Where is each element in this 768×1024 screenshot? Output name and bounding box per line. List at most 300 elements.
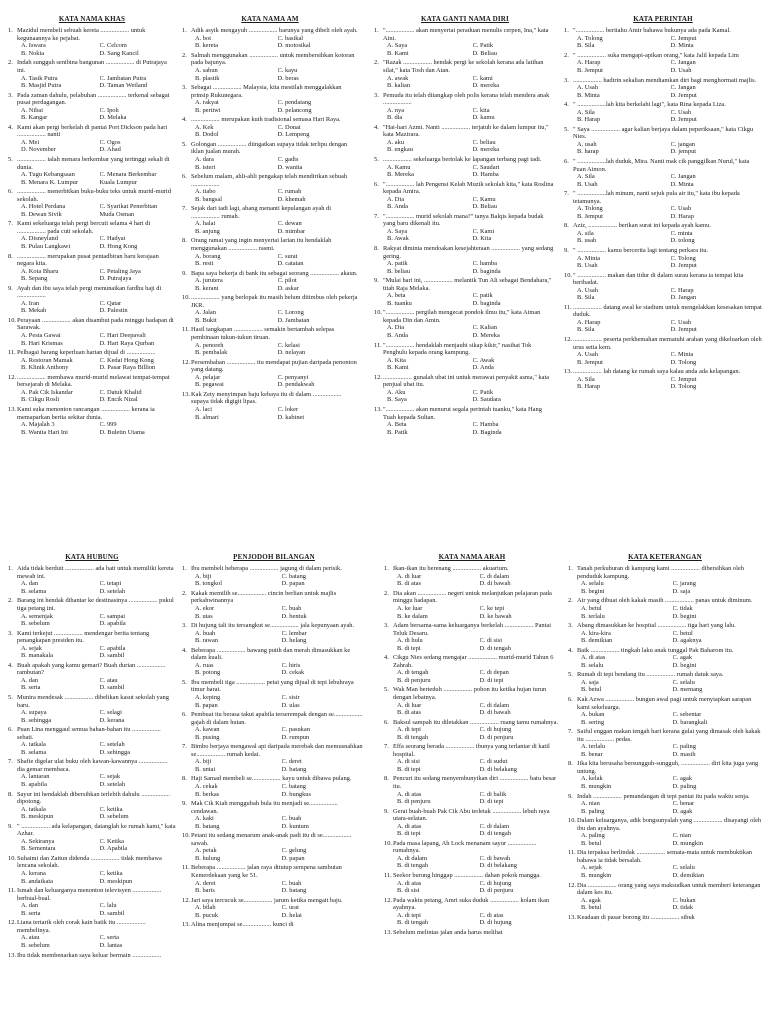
answer-option[interactable]: B. usah bbox=[577, 237, 597, 245]
answer-option[interactable]: D. mereka bbox=[472, 82, 500, 90]
answer-option[interactable]: D. kabinet bbox=[277, 413, 305, 421]
answer-option[interactable]: C. Usah bbox=[670, 318, 692, 326]
answer-option[interactable]: C. Jangan bbox=[670, 59, 696, 67]
answer-option[interactable]: B. papan bbox=[195, 701, 218, 709]
answer-option[interactable]: D. helai bbox=[281, 911, 302, 919]
answer-option[interactable]: B. pembalak bbox=[195, 349, 228, 357]
answer-option[interactable]: C. betul bbox=[672, 629, 693, 637]
answer-option[interactable]: B. pucuk bbox=[195, 911, 219, 919]
answer-option[interactable]: D. sambil bbox=[99, 684, 125, 692]
answer-option[interactable]: B. Sila bbox=[577, 294, 595, 302]
answer-option[interactable]: B. Sila bbox=[577, 42, 595, 50]
answer-option[interactable]: D. ke bawah bbox=[479, 612, 512, 620]
answer-option[interactable]: C. Datuk Khalid bbox=[99, 388, 142, 396]
answer-option[interactable]: B. Kangar bbox=[21, 114, 48, 122]
answer-option[interactable]: B. Saya bbox=[387, 396, 407, 404]
answer-option[interactable]: C. nian bbox=[672, 832, 691, 840]
answer-option[interactable]: B. Anda bbox=[387, 203, 408, 211]
answer-option[interactable]: A. terlalu bbox=[581, 743, 606, 751]
answer-option[interactable]: D. Jemput bbox=[670, 326, 697, 334]
answer-option[interactable]: B. rawan bbox=[195, 637, 219, 645]
answer-option[interactable]: A. Aku bbox=[387, 388, 406, 396]
answer-option[interactable]: D. di bawah bbox=[479, 709, 511, 717]
answer-option[interactable]: A. Disneyland bbox=[21, 235, 58, 243]
answer-option[interactable]: A. Iswara bbox=[21, 42, 46, 50]
answer-option[interactable]: B. Anda bbox=[387, 332, 408, 340]
answer-option[interactable]: B. almari bbox=[195, 413, 219, 421]
answer-option[interactable]: C. Kedai Hong Kong bbox=[99, 356, 154, 364]
answer-option[interactable]: A. Dia bbox=[387, 195, 405, 203]
answer-option[interactable]: A. Nibai bbox=[21, 106, 44, 114]
answer-option[interactable]: B. manakala bbox=[21, 652, 53, 660]
answer-option[interactable]: C. jarang bbox=[672, 580, 696, 588]
answer-option[interactable]: B. selalu bbox=[581, 661, 604, 669]
answer-option[interactable]: C. Lorong bbox=[277, 309, 304, 317]
answer-option[interactable]: B. andaikata bbox=[21, 877, 53, 885]
answer-option[interactable]: A. sejak bbox=[581, 864, 602, 872]
answer-option[interactable]: C. di depan bbox=[479, 669, 509, 677]
answer-option[interactable]: C. serta bbox=[99, 934, 120, 942]
answer-option[interactable]: C. Petaling Jaya bbox=[99, 267, 141, 275]
answer-option[interactable]: A. ruas bbox=[195, 661, 214, 669]
answer-option[interactable]: D. Hari Raya Qurban bbox=[99, 339, 155, 347]
answer-option[interactable]: C. paling bbox=[672, 743, 696, 751]
answer-option[interactable]: D. di bawah bbox=[479, 580, 511, 588]
answer-option[interactable]: B. Dodol bbox=[195, 131, 219, 139]
answer-option[interactable]: D. Beliau bbox=[472, 203, 497, 211]
answer-option[interactable]: D. motosikal bbox=[277, 42, 311, 50]
answer-option[interactable]: A. Usah bbox=[577, 84, 598, 92]
answer-option[interactable]: C. di dalam bbox=[479, 701, 510, 709]
answer-option[interactable]: D. batang bbox=[281, 765, 307, 773]
answer-option[interactable]: A. Harap bbox=[577, 59, 601, 67]
answer-option[interactable]: B. selama bbox=[21, 587, 47, 595]
answer-option[interactable]: D. mimbar bbox=[277, 227, 306, 235]
answer-option[interactable]: D. di tepi bbox=[479, 798, 504, 806]
answer-option[interactable]: D. mungkin bbox=[672, 839, 704, 847]
answer-option[interactable]: C. Patik bbox=[472, 42, 494, 50]
answer-option[interactable]: A. rakyat bbox=[195, 99, 219, 107]
answer-option[interactable]: B. harap bbox=[577, 148, 599, 156]
answer-option[interactable]: A. sabun bbox=[195, 66, 218, 74]
answer-option[interactable]: D. cekak bbox=[281, 669, 305, 677]
answer-option[interactable]: D. Usah bbox=[670, 66, 692, 74]
answer-option[interactable]: B. kalian bbox=[387, 82, 411, 90]
answer-option[interactable]: A. Iran bbox=[21, 299, 40, 307]
answer-option[interactable]: A. dara bbox=[195, 156, 214, 163]
answer-option[interactable]: Kuala Lumpur bbox=[99, 178, 137, 186]
answer-option[interactable]: B. utas bbox=[195, 612, 213, 620]
answer-option[interactable]: A. Tugu Kebangsaan bbox=[21, 171, 75, 179]
answer-option[interactable]: B. tongkol bbox=[195, 580, 222, 588]
answer-option[interactable]: B. Menara K. Lumpur bbox=[21, 178, 78, 186]
answer-option[interactable]: A. semenjak bbox=[21, 612, 53, 620]
answer-option[interactable]: B. betul bbox=[581, 686, 602, 694]
answer-option[interactable]: C. kayu bbox=[277, 66, 298, 74]
answer-option[interactable]: B. mungkin bbox=[581, 783, 612, 791]
answer-option[interactable]: C. basikal bbox=[277, 34, 304, 42]
answer-option[interactable]: A. di tengah bbox=[397, 669, 429, 677]
answer-option[interactable]: A. ekor bbox=[195, 604, 215, 612]
answer-option[interactable]: B. Harap bbox=[577, 116, 601, 124]
answer-option[interactable]: A. cekak bbox=[195, 783, 218, 791]
answer-option[interactable]: D. Jemput bbox=[670, 116, 697, 124]
answer-option[interactable]: C. Hamba bbox=[472, 421, 499, 429]
answer-option[interactable]: B. begini bbox=[581, 587, 605, 595]
answer-option[interactable]: A. di atas bbox=[397, 790, 422, 798]
answer-option[interactable]: D. di hujung bbox=[479, 919, 512, 927]
answer-option[interactable]: A. nya bbox=[387, 106, 405, 114]
answer-option[interactable]: C. hiris bbox=[281, 661, 301, 669]
answer-option[interactable]: B. benar bbox=[581, 750, 603, 758]
answer-option[interactable]: A. halai bbox=[195, 220, 216, 228]
answer-option[interactable]: C. pilot bbox=[277, 277, 297, 285]
answer-option[interactable]: D. nelayan bbox=[277, 349, 306, 357]
answer-option[interactable]: A. laci bbox=[195, 405, 213, 413]
answer-option[interactable]: D. sebelum bbox=[99, 813, 129, 821]
answer-option[interactable]: C. Ketika bbox=[99, 837, 124, 845]
answer-option[interactable]: A. Saya bbox=[387, 227, 408, 235]
answer-option[interactable]: C. tetapi bbox=[99, 580, 122, 588]
answer-option[interactable]: D. sambil bbox=[99, 652, 125, 660]
answer-option[interactable]: A. dan bbox=[21, 580, 39, 588]
answer-option[interactable]: C. lalu bbox=[99, 902, 117, 910]
answer-option[interactable]: D. helang bbox=[281, 637, 307, 645]
answer-option[interactable]: A. di atas bbox=[397, 822, 422, 830]
answer-option[interactable]: B. Dewan Sivik bbox=[21, 210, 62, 218]
answer-option[interactable]: A. Usah bbox=[577, 351, 598, 359]
answer-option[interactable]: C. atau bbox=[99, 676, 118, 684]
answer-option[interactable]: C. sisir bbox=[281, 694, 300, 701]
answer-option[interactable]: D. Kita bbox=[472, 235, 492, 243]
answer-option[interactable]: A. deret bbox=[195, 879, 216, 887]
answer-option[interactable]: C. di dalam bbox=[479, 572, 510, 580]
answer-option[interactable]: C. Usah bbox=[670, 205, 692, 213]
answer-option[interactable]: A. Tolong bbox=[577, 34, 603, 42]
answer-option[interactable]: C. Ipoh bbox=[99, 106, 119, 114]
answer-option[interactable]: C. Donat bbox=[277, 123, 301, 131]
answer-option[interactable]: B. pertiwi bbox=[195, 106, 221, 114]
answer-option[interactable]: D. tolong bbox=[670, 237, 695, 245]
answer-option[interactable]: C. apabila bbox=[99, 644, 126, 652]
answer-option[interactable]: A. Hotel Perdana bbox=[21, 203, 66, 211]
answer-option[interactable]: D. setelah bbox=[99, 781, 126, 789]
answer-option[interactable]: C. Minta bbox=[670, 351, 694, 359]
answer-option[interactable]: C. benar bbox=[672, 800, 695, 808]
answer-option[interactable]: C. agak bbox=[672, 775, 693, 783]
answer-option[interactable]: C. Saudari bbox=[472, 163, 500, 171]
answer-option[interactable]: C. Kami bbox=[472, 227, 495, 235]
answer-option[interactable]: D. di tengah bbox=[479, 830, 511, 838]
answer-option[interactable]: A. kira-kira bbox=[581, 629, 611, 637]
answer-option[interactable]: B. di atas bbox=[397, 580, 421, 588]
answer-option[interactable]: D. Jemput bbox=[670, 262, 697, 270]
answer-option[interactable]: C. rumah bbox=[277, 188, 302, 196]
answer-option[interactable]: A. usah bbox=[577, 140, 597, 148]
answer-option[interactable]: C. Harap bbox=[670, 286, 694, 294]
answer-option[interactable]: A. Restoran Mamak bbox=[21, 356, 73, 364]
answer-option[interactable]: A. Sila bbox=[577, 108, 595, 116]
answer-option[interactable]: C. Tolong bbox=[670, 254, 696, 262]
answer-option[interactable]: A. aku bbox=[387, 138, 405, 146]
answer-option[interactable]: D. masih bbox=[672, 750, 696, 758]
answer-option[interactable]: A. di atas bbox=[397, 879, 422, 887]
answer-option[interactable]: A. di atas bbox=[581, 654, 606, 662]
answer-option[interactable]: D. askar bbox=[277, 284, 299, 292]
answer-option[interactable]: A. kaki bbox=[195, 815, 214, 823]
answer-option[interactable]: C. di hujung bbox=[479, 726, 512, 734]
answer-option[interactable]: A. di luar bbox=[397, 701, 422, 709]
answer-option[interactable]: B. isteri bbox=[195, 163, 216, 171]
answer-option[interactable]: C. pasukan bbox=[281, 726, 310, 734]
answer-option[interactable]: B. kereta bbox=[195, 42, 219, 50]
answer-option[interactable]: A. Sekiranya bbox=[21, 837, 55, 845]
answer-option[interactable]: D. di tepi bbox=[479, 676, 504, 684]
answer-option[interactable]: D. Palestin bbox=[99, 307, 128, 315]
answer-option[interactable]: B. serta bbox=[21, 909, 41, 917]
answer-option[interactable]: A. buah bbox=[195, 629, 216, 637]
answer-option[interactable]: A. kawan bbox=[195, 726, 220, 734]
answer-option[interactable]: B. Klinik Anthony bbox=[21, 364, 69, 372]
answer-option[interactable]: D. agaknya bbox=[672, 637, 702, 645]
answer-option[interactable]: C. Kalian bbox=[472, 324, 497, 332]
answer-option[interactable]: D. papan bbox=[281, 854, 305, 862]
answer-option[interactable]: C. Jemput bbox=[670, 375, 697, 383]
answer-option[interactable]: C. 999 bbox=[99, 421, 117, 429]
answer-option[interactable]: B. Mereka bbox=[387, 171, 414, 179]
answer-option[interactable]: B. di tengah bbox=[397, 862, 429, 870]
answer-option[interactable]: C. di sisi bbox=[479, 637, 503, 645]
answer-option[interactable]: B. demikian bbox=[581, 637, 613, 645]
answer-option[interactable]: A. Kota Bharu bbox=[21, 267, 59, 275]
answer-option[interactable]: A. agak bbox=[581, 896, 601, 904]
answer-option[interactable]: A. Jalan bbox=[195, 309, 216, 317]
answer-option[interactable]: B. meskipun bbox=[21, 813, 54, 821]
answer-option[interactable]: B. Sepang bbox=[21, 275, 48, 283]
answer-option[interactable]: B. Kami bbox=[387, 364, 409, 372]
answer-option[interactable]: A. dan bbox=[21, 676, 39, 684]
answer-option[interactable]: B. di tengah bbox=[397, 733, 429, 741]
answer-option[interactable]: D. Ahad bbox=[99, 146, 121, 154]
answer-option[interactable]: B. sehingga bbox=[21, 716, 52, 724]
answer-option[interactable]: B. Kami bbox=[387, 49, 409, 57]
answer-option[interactable]: D. Lempeng bbox=[277, 131, 310, 139]
answer-option[interactable]: D. kuntum bbox=[281, 822, 309, 830]
answer-option[interactable]: A. petak bbox=[195, 847, 217, 855]
answer-option[interactable]: D. khemah bbox=[277, 195, 306, 203]
answer-option[interactable]: C. urat bbox=[281, 904, 299, 912]
answer-option[interactable]: C. ketika bbox=[99, 870, 123, 878]
answer-option[interactable]: B. tuanku bbox=[387, 299, 412, 307]
answer-option[interactable]: C. Ogos bbox=[99, 138, 121, 146]
answer-option[interactable]: D. barangkali bbox=[672, 718, 708, 726]
answer-option[interactable]: A. di sisi bbox=[397, 758, 420, 766]
answer-option[interactable]: B. dia bbox=[387, 114, 403, 122]
answer-option[interactable]: B. Pulau Langkawi bbox=[21, 243, 71, 251]
answer-option[interactable]: D. Saudara bbox=[472, 396, 501, 404]
answer-option[interactable]: B. Hari Krismas bbox=[21, 339, 63, 347]
answer-option[interactable]: C. selagi bbox=[99, 709, 122, 717]
answer-option[interactable]: A. sila bbox=[577, 229, 594, 237]
answer-option[interactable]: D. Pasar Raya Billion bbox=[99, 364, 156, 372]
answer-option[interactable]: D. Jambatan bbox=[277, 316, 310, 324]
answer-option[interactable]: D. setelah bbox=[99, 587, 126, 595]
answer-option[interactable]: D. Minta bbox=[670, 42, 694, 50]
answer-option[interactable]: B. Harap bbox=[577, 383, 601, 391]
answer-option[interactable]: D. catatan bbox=[277, 260, 304, 268]
answer-option[interactable]: D. Hong Kong bbox=[99, 243, 138, 251]
answer-option[interactable]: A. Kek bbox=[195, 123, 214, 131]
answer-option[interactable]: A. Kita bbox=[387, 356, 406, 364]
answer-option[interactable]: B. untai bbox=[195, 765, 216, 773]
answer-option[interactable]: B. serta bbox=[21, 684, 41, 692]
answer-option[interactable]: D. apabila bbox=[99, 620, 126, 628]
answer-option[interactable]: C. minta bbox=[670, 229, 693, 237]
answer-option[interactable]: A. Dia bbox=[387, 324, 405, 332]
answer-option[interactable]: C. ke tepi bbox=[479, 604, 505, 612]
answer-option[interactable]: D. baginda bbox=[472, 267, 501, 275]
answer-option[interactable]: B. di tepi bbox=[397, 644, 421, 652]
answer-option[interactable]: D. begini bbox=[672, 661, 697, 669]
answer-option[interactable]: C. di bawah bbox=[479, 854, 511, 862]
answer-option[interactable]: D. Putrajaya bbox=[99, 275, 132, 283]
answer-option[interactable]: C. buah bbox=[281, 604, 302, 612]
answer-option[interactable]: D. ulas bbox=[281, 701, 300, 709]
answer-option[interactable]: B. di sisi bbox=[397, 887, 420, 895]
answer-option[interactable]: D. agak bbox=[672, 807, 693, 815]
answer-option[interactable]: A. kerana bbox=[21, 870, 46, 878]
answer-option[interactable]: B. potong bbox=[195, 669, 221, 677]
answer-option[interactable]: D. Jemput bbox=[670, 91, 697, 99]
answer-option[interactable]: C. gelung bbox=[281, 847, 307, 855]
answer-option[interactable]: C. sampai bbox=[99, 612, 126, 620]
answer-option[interactable]: B. Cikgu Rosli bbox=[21, 396, 60, 404]
answer-option[interactable]: B. Jemput bbox=[577, 212, 603, 220]
answer-option[interactable]: A. tiabo bbox=[195, 188, 216, 196]
answer-option[interactable]: C. Hadyai bbox=[99, 235, 126, 243]
answer-option[interactable]: B. Jemput bbox=[577, 358, 603, 366]
answer-option[interactable]: D. Tolong bbox=[670, 358, 697, 366]
answer-option[interactable]: D. Melaka bbox=[99, 114, 127, 122]
answer-option[interactable]: D. tidak bbox=[672, 904, 694, 912]
answer-option[interactable]: B. di atas bbox=[397, 709, 421, 717]
answer-option[interactable]: A. borang bbox=[195, 252, 221, 260]
answer-option[interactable]: C. dewan bbox=[277, 220, 302, 228]
answer-option[interactable]: A. bilah bbox=[195, 904, 216, 912]
answer-option[interactable]: C. penyanyi bbox=[277, 373, 309, 381]
answer-option[interactable]: A. penoreh bbox=[195, 341, 224, 349]
answer-option[interactable]: C. Patik bbox=[472, 388, 494, 396]
answer-option[interactable]: B. di tepi bbox=[397, 765, 421, 773]
answer-option[interactable]: C. kita bbox=[472, 106, 490, 114]
answer-option[interactable]: D. memang bbox=[672, 686, 703, 694]
answer-option[interactable]: D. Apabila bbox=[99, 845, 128, 853]
answer-option[interactable]: D. Tolong bbox=[670, 383, 697, 391]
answer-option[interactable]: A. paling bbox=[581, 832, 605, 840]
answer-option[interactable]: D. bungkus bbox=[281, 790, 311, 798]
answer-option[interactable]: B. paling bbox=[581, 807, 605, 815]
answer-option[interactable]: D. Harap bbox=[670, 212, 694, 220]
answer-option[interactable]: D. baginda bbox=[472, 299, 501, 307]
answer-option[interactable]: Muda Osman bbox=[99, 210, 135, 218]
answer-option[interactable]: B. bangsal bbox=[195, 195, 222, 203]
answer-option[interactable]: B. Awak bbox=[387, 235, 409, 243]
answer-option[interactable]: C. agak bbox=[672, 654, 693, 662]
answer-option[interactable]: D. November bbox=[21, 146, 56, 154]
answer-option[interactable]: D. di penjuru bbox=[479, 733, 514, 741]
answer-option[interactable]: A. pelajar bbox=[195, 373, 221, 381]
answer-option[interactable]: A. beta bbox=[387, 292, 406, 300]
answer-option[interactable]: B. Usah bbox=[577, 180, 598, 188]
answer-option[interactable]: B. Bukit bbox=[195, 316, 217, 324]
answer-option[interactable]: B. di penjuru bbox=[397, 676, 431, 684]
answer-option[interactable]: C. tidak bbox=[672, 604, 693, 612]
answer-option[interactable]: B. sering bbox=[581, 718, 605, 726]
answer-option[interactable]: C. selalu bbox=[672, 864, 695, 872]
answer-option[interactable]: A. kelak bbox=[581, 775, 603, 783]
answer-option[interactable]: A. Pak Cik Iskandar bbox=[21, 388, 73, 396]
answer-option[interactable]: C. di sudut bbox=[479, 758, 508, 766]
answer-option[interactable]: B. Sementara bbox=[21, 845, 56, 853]
answer-option[interactable]: A. Tasik Putra bbox=[21, 74, 58, 82]
answer-option[interactable]: C. ketika bbox=[99, 805, 123, 813]
answer-option[interactable]: A. atau bbox=[21, 934, 40, 942]
answer-option[interactable]: D. Minta bbox=[670, 180, 694, 188]
answer-option[interactable]: A. Mei bbox=[21, 138, 40, 146]
answer-option[interactable]: A. sejak bbox=[21, 644, 42, 652]
answer-option[interactable]: D. Encik Nizal bbox=[99, 396, 138, 404]
answer-option[interactable]: A. di tepi bbox=[397, 911, 421, 919]
answer-option[interactable]: D. meskipun bbox=[99, 877, 133, 885]
answer-option[interactable]: D. paling bbox=[672, 783, 697, 791]
answer-option[interactable]: A. patik bbox=[387, 260, 408, 268]
answer-option[interactable]: B. plastik bbox=[195, 74, 220, 82]
answer-option[interactable]: D. Sang Kancil bbox=[99, 49, 139, 57]
answer-option[interactable]: C. Jambatan Putra bbox=[99, 74, 147, 82]
answer-option[interactable]: A. Usah bbox=[577, 286, 598, 294]
answer-option[interactable]: B. berkas bbox=[195, 790, 220, 798]
answer-option[interactable]: D. Mereka bbox=[472, 332, 500, 340]
answer-option[interactable]: B. pusing bbox=[195, 733, 220, 741]
answer-option[interactable]: C. surat bbox=[277, 252, 298, 260]
answer-option[interactable]: C. batang bbox=[281, 783, 306, 791]
answer-option[interactable]: C. patik bbox=[472, 292, 493, 300]
answer-option[interactable]: B. beliau bbox=[387, 267, 411, 275]
answer-option[interactable]: D. di penjuru bbox=[479, 887, 514, 895]
answer-option[interactable]: A. saja bbox=[581, 678, 599, 686]
answer-option[interactable]: B. Sila bbox=[577, 326, 595, 334]
answer-option[interactable]: D. kerana bbox=[99, 716, 125, 724]
answer-option[interactable]: B. sebelum bbox=[21, 620, 50, 628]
answer-option[interactable]: C. pendatang bbox=[277, 99, 312, 107]
answer-option[interactable]: B. Masjid Putra bbox=[21, 82, 62, 90]
answer-option[interactable]: C. sejak bbox=[99, 773, 121, 781]
answer-option[interactable]: B. resit bbox=[195, 260, 214, 268]
answer-option[interactable]: A. jurutera bbox=[195, 277, 223, 285]
answer-option[interactable]: B. Patik bbox=[387, 428, 408, 436]
answer-option[interactable]: C. Jemput bbox=[670, 34, 697, 42]
answer-option[interactable]: C. Menara Berkembar bbox=[99, 171, 157, 179]
answer-option[interactable]: C. kelasi bbox=[277, 341, 300, 349]
answer-option[interactable]: D. di tengah bbox=[479, 644, 511, 652]
answer-option[interactable]: A. bot bbox=[195, 34, 211, 42]
answer-option[interactable]: A. Beta bbox=[387, 421, 407, 429]
answer-option[interactable]: C. Jangan bbox=[670, 173, 696, 181]
answer-option[interactable]: B. Jemput bbox=[577, 66, 603, 74]
answer-option[interactable]: A. ke luar bbox=[397, 604, 423, 612]
answer-option[interactable]: B. kerani bbox=[195, 284, 219, 292]
answer-option[interactable]: C. Kamu bbox=[472, 195, 496, 203]
